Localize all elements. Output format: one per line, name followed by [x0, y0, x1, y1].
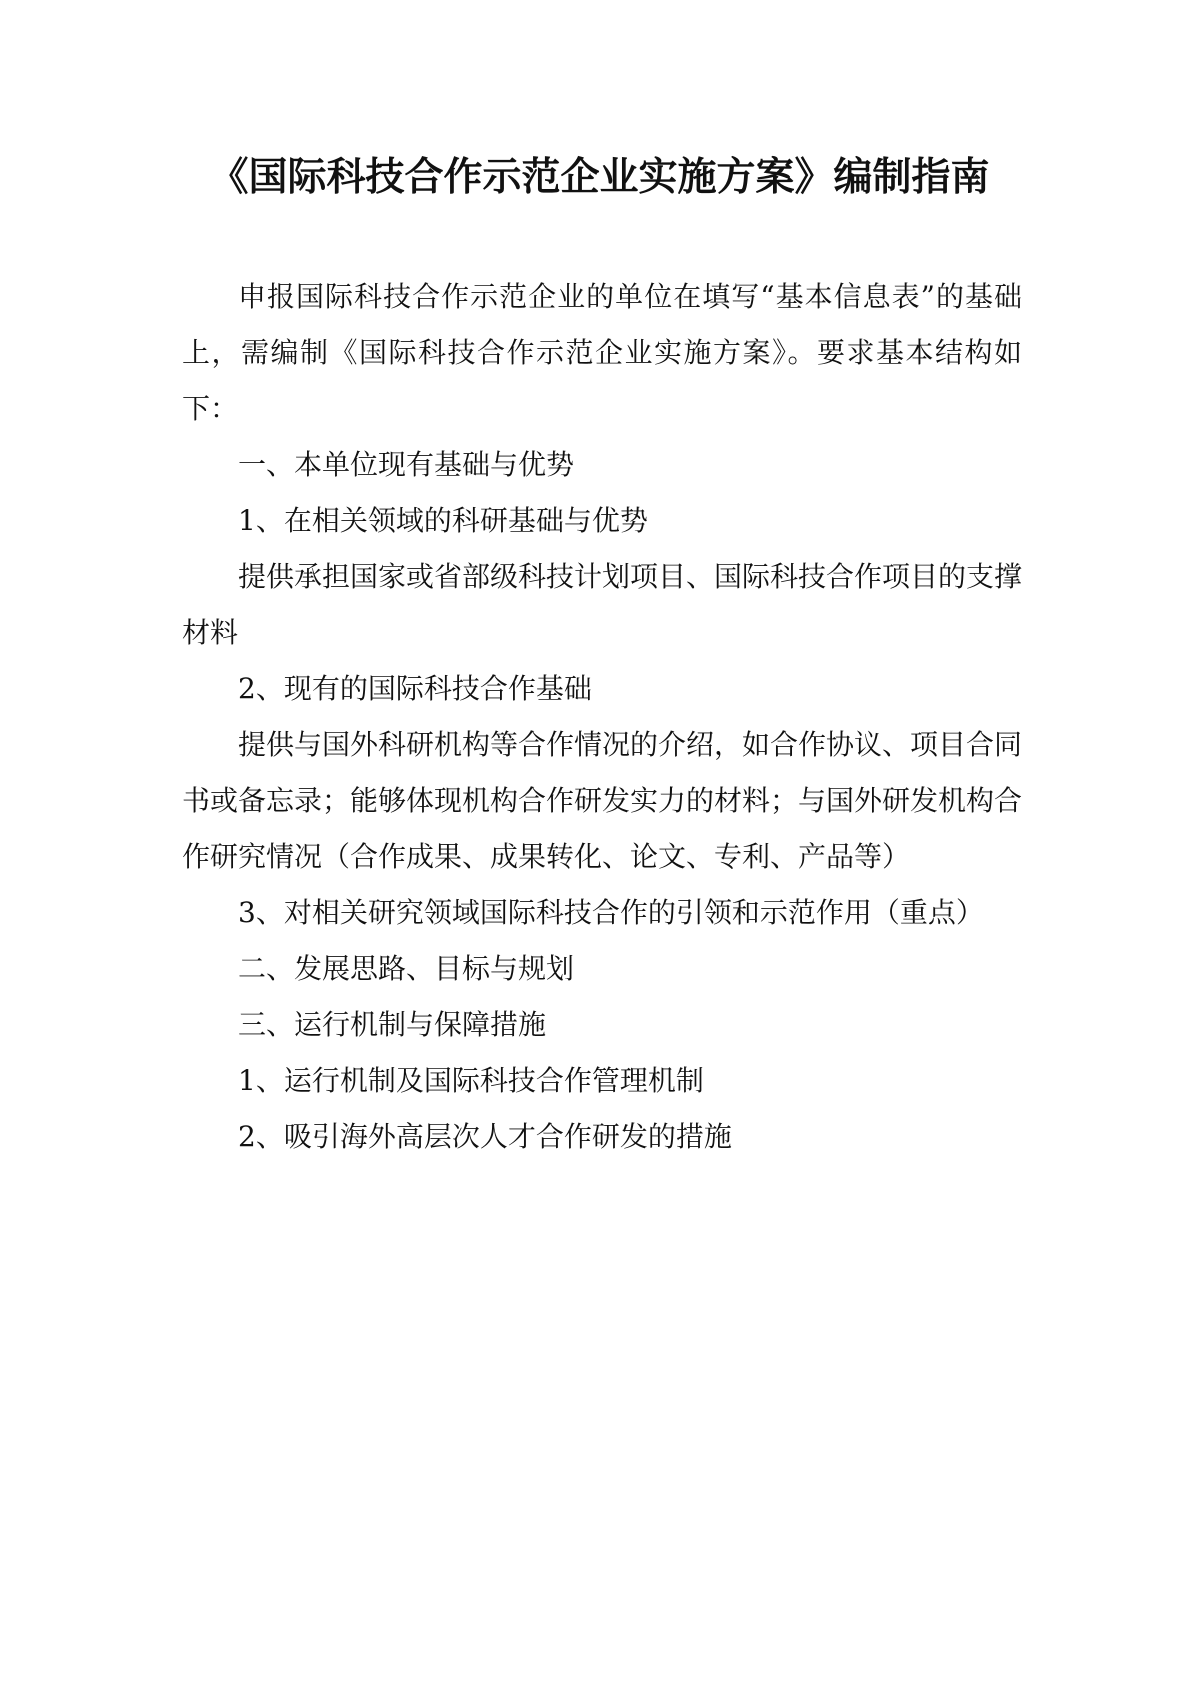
subsection-heading-3-2: 2、吸引海外高层次人才合作研发的措施	[238, 1120, 732, 1153]
subsection-heading-1-1: 1、在相关领域的科研基础与优势	[238, 504, 648, 537]
subsection-heading-1-3: 3、对相关研究领域国际科技合作的引领和示范作用（重点）	[238, 896, 984, 929]
document-body	[182, 269, 1022, 1165]
subsection-heading-1-2: 2、现有的国际科技合作基础	[238, 672, 592, 705]
section-heading-3: 三、运行机制与保障措施	[238, 1008, 547, 1041]
section-heading-1: 一、本单位现有基础与优势	[238, 448, 575, 481]
paragraph-1-1: 提供承担国家或省部级科技计划项目、国际科技合作项目的支撑材料	[182, 560, 1023, 649]
intro-paragraph: 申报国际科技合作示范企业的单位在填写“基本信息表”的基础上，需编制《国际科技合作示范企业实施方案》。要求基本结构如下：	[182, 280, 1022, 425]
document-title: 《国际科技合作示范企业实施方案》编制指南	[209, 154, 990, 200]
section-heading-2: 二、发展思路、目标与规划	[238, 952, 575, 985]
paragraph-1-2: 提供与国外科研机构等合作情况的介绍，如合作协议、项目合同书或备忘录；能够体现机构合作研发实力的材料；与国外研发机构合作研究情况（合作成果、成果转化、论文、专利、产品等）	[182, 728, 1023, 873]
subsection-heading-3-1: 1、运行机制及国际科技合作管理机制	[238, 1064, 704, 1097]
